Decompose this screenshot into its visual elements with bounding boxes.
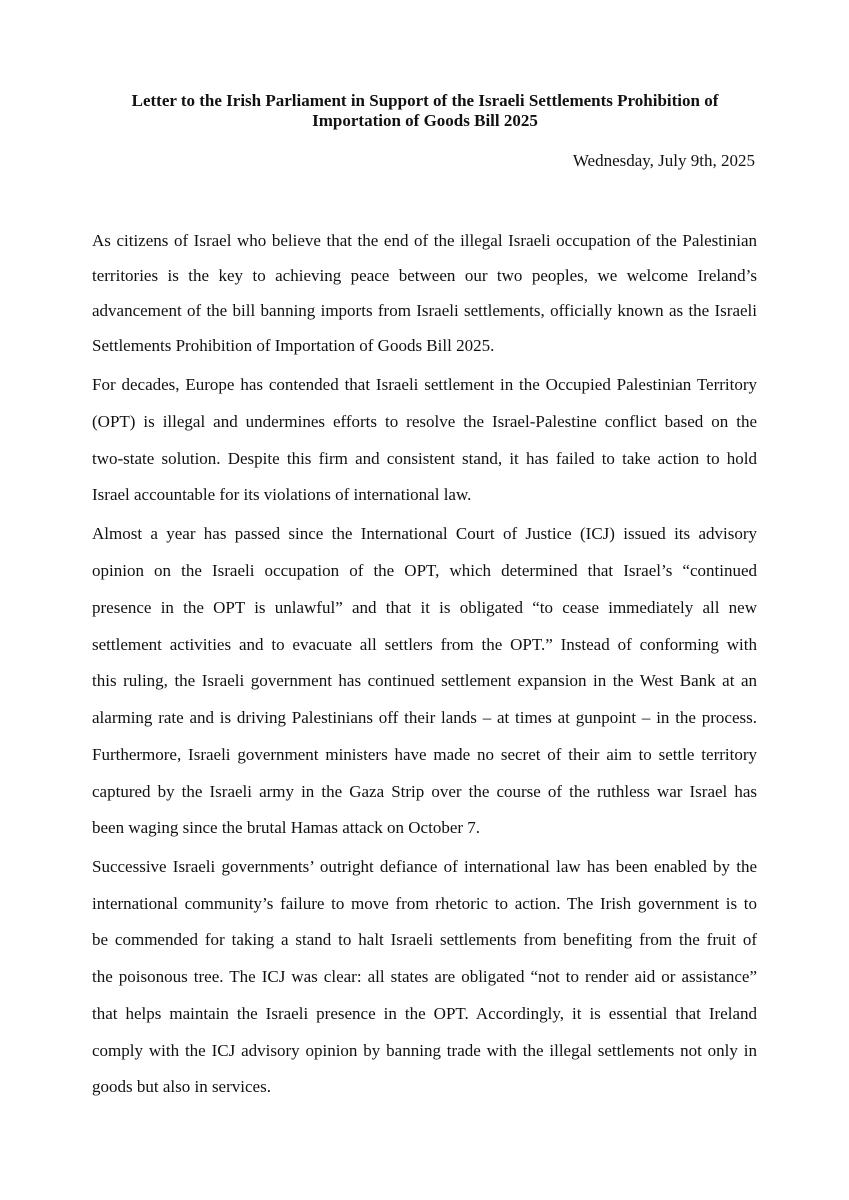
title-line-2: Importation of Goods Bill 2025	[312, 111, 538, 130]
body-line: settlement activities and to evacuate all settlers from the OPT.” Instead of conforming with	[92, 635, 757, 654]
body-line: Successive Israeli governments’ outright defiance of international law has been enabled by the	[92, 857, 757, 876]
body-line: Furthermore, Israeli government ministers have made no secret of their aim to settle territory	[92, 745, 757, 764]
body-line: comply with the ICJ advisory opinion by banning trade with the illegal settlements not only in	[92, 1041, 757, 1060]
body-line: that helps maintain the Israeli presence in the OPT. Accordingly, it is essential that Ireland	[92, 1004, 757, 1023]
body-line: two-state solution. Despite this firm and consistent stand, it has failed to take action to hold	[92, 449, 757, 468]
body-line: been waging since the brutal Hamas attack on October 7.	[92, 818, 481, 837]
body-line: international community’s failure to move from rhetoric to action. The Irish government is to	[92, 894, 757, 913]
body-line: alarming rate and is driving Palestinians off their lands – at times at gunpoint – in the process.	[92, 708, 757, 727]
body-line: Settlements Prohibition of Importation of Goods Bill 2025.	[92, 336, 495, 355]
letter-title	[90, 91, 760, 131]
body-line: opinion on the Israeli occupation of the OPT, which determined that Israel’s “continued	[92, 561, 757, 580]
body-line: this ruling, the Israeli government has continued settlement expansion in the West Bank at an	[92, 671, 757, 690]
body-line: presence in the OPT is unlawful” and that it is obligated “to cease immediately all new	[92, 598, 757, 617]
title-line-1: Letter to the Irish Parliament in Support of the Israeli Settlements Prohibition of	[131, 91, 719, 110]
body-line: (OPT) is illegal and undermines efforts to resolve the Israel-Palestine conflict based on the	[92, 412, 757, 431]
body-line: captured by the Israeli army in the Gaza Strip over the course of the ruthless war Israel has	[92, 782, 757, 801]
body-line: As citizens of Israel who believe that the end of the illegal Israeli occupation of the Palestinian	[92, 231, 757, 250]
body-line: Almost a year has passed since the International Court of Justice (ICJ) issued its advisory	[92, 524, 757, 543]
body-line: be commended for taking a stand to halt Israeli settlements from benefiting from the fruit of	[92, 930, 757, 949]
body-line: territories is the key to achieving peace between our two peoples, we welcome Ireland’s	[92, 266, 757, 285]
body-line: advancement of the bill banning imports from Israeli settlements, officially known as the Israeli	[92, 301, 757, 320]
body-line: goods but also in services.	[92, 1077, 271, 1096]
body-line: the poisonous tree. The ICJ was clear: all states are obligated “not to render aid or assistance”	[92, 967, 757, 986]
body-line: For decades, Europe has contended that Israeli settlement in the Occupied Palestinian Territory	[92, 375, 757, 394]
letter-date: Wednesday, July 9th, 2025	[572, 151, 755, 170]
body-line: Israel accountable for its violations of international law.	[92, 485, 472, 504]
